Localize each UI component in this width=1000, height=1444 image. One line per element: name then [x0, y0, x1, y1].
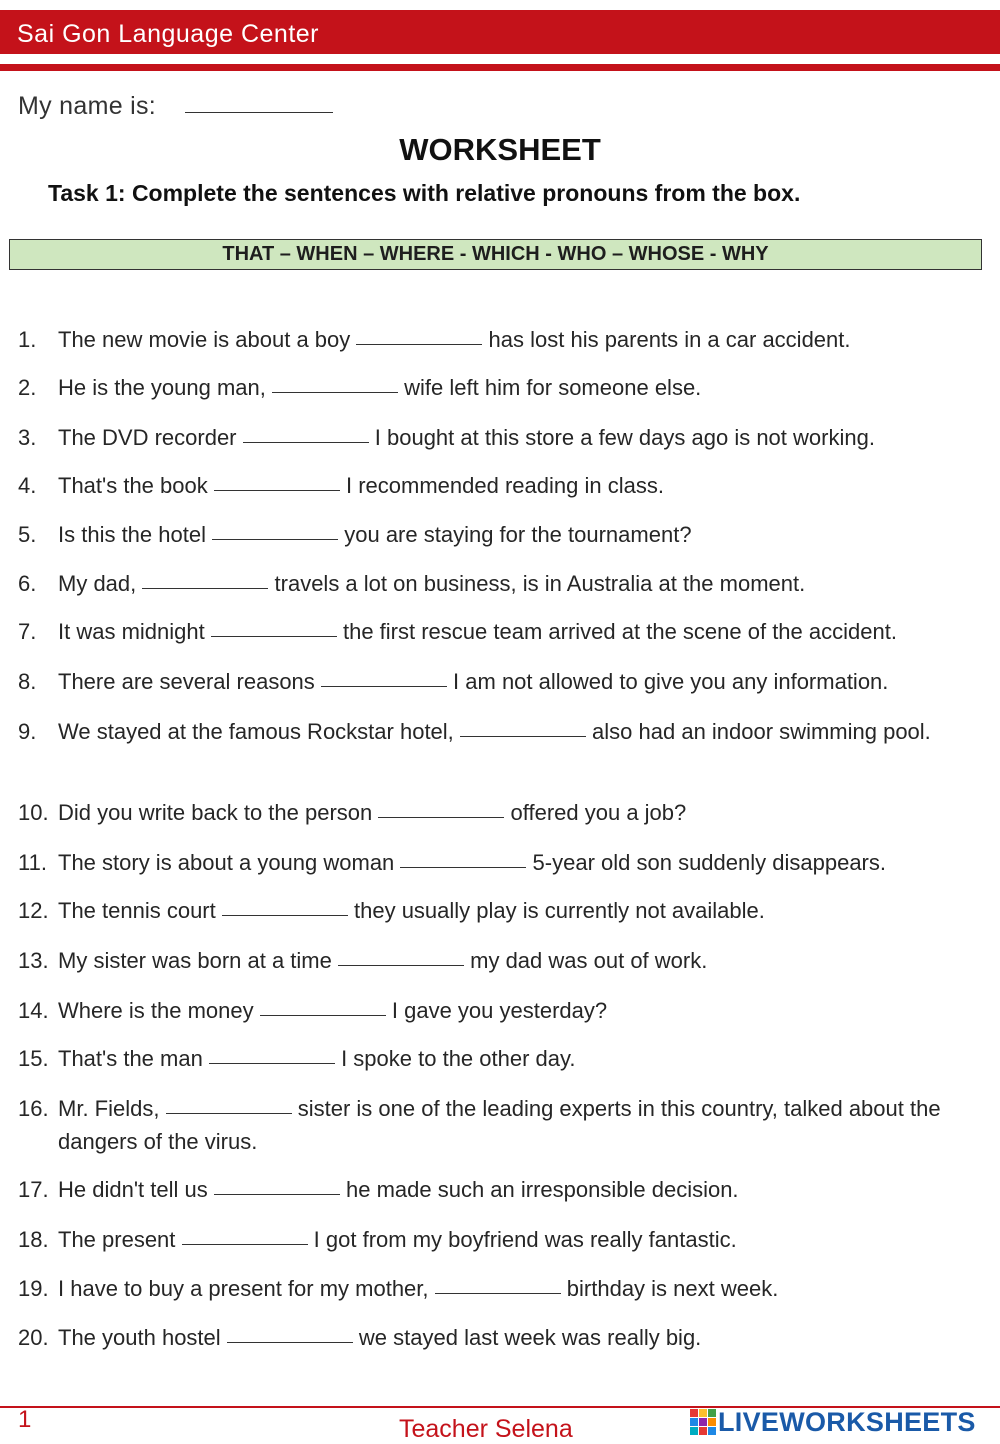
sentence-end: offered you a job? — [510, 800, 687, 825]
item-number: 10. — [18, 800, 49, 825]
item-sentence — [58, 567, 983, 600]
sentence-start: We stayed at the famous Rockstar hotel, — [58, 719, 454, 744]
item-number: 7. — [18, 619, 37, 644]
item-sentence — [58, 1042, 983, 1075]
item-number: 6. — [18, 571, 37, 596]
answer-blank[interactable] — [378, 817, 504, 818]
liveworksheets-icon — [690, 1409, 716, 1435]
sentence-end: sister is one of the leading experts in this country, talked about the dangers of the virus. — [58, 1096, 941, 1154]
item-sentence — [58, 1272, 983, 1305]
item-number: 18. — [18, 1227, 49, 1252]
sentence-end: they usually play is currently not available. — [354, 898, 765, 923]
item-sentence — [58, 894, 983, 927]
item-sentence — [58, 323, 983, 356]
sentence-end: travels a lot on business, is in Australia at the moment. — [274, 571, 806, 596]
answer-blank[interactable] — [321, 686, 447, 687]
sentence-start: Where is the money — [58, 998, 254, 1023]
sentence-start: The DVD recorder — [58, 425, 237, 450]
item-sentence — [58, 1223, 983, 1256]
sentence-end: birthday is next week. — [566, 1276, 779, 1301]
item-number: 2. — [18, 375, 37, 400]
sentence-end: my dad was out of work. — [470, 948, 708, 973]
sentence-end: wife left him for someone else. — [404, 375, 702, 400]
item-number: 16. — [18, 1096, 49, 1121]
sentence-end: I spoke to the other day. — [341, 1046, 576, 1071]
item-sentence — [58, 1321, 983, 1354]
header-rule — [0, 64, 1000, 71]
item-sentence — [58, 715, 983, 748]
item-sentence — [58, 796, 983, 829]
item-sentence — [58, 518, 983, 551]
item-number: 20. — [18, 1325, 49, 1350]
sentence-start: There are several reasons — [58, 669, 315, 694]
item-number: 3. — [18, 425, 37, 450]
sentence-end: I recommended reading in class. — [346, 473, 664, 498]
item-number: 8. — [18, 669, 37, 694]
item-sentence — [58, 994, 983, 1027]
answer-blank[interactable] — [227, 1342, 353, 1343]
word-box: THAT – WHEN – WHERE - WHICH - WHO – WHOSE - WHY — [9, 239, 982, 270]
name-input-line[interactable] — [185, 112, 333, 113]
item-number: 19. — [18, 1276, 49, 1301]
answer-blank[interactable] — [209, 1063, 335, 1064]
sentence-end: I got from my boyfriend was really fantastic. — [313, 1227, 737, 1252]
page-number: 1 — [18, 1406, 32, 1433]
sentence-end: we stayed last week was really big. — [358, 1325, 702, 1350]
sentence-start: He didn't tell us — [58, 1177, 208, 1202]
sentence-start: That's the book — [58, 473, 208, 498]
page-title: WORKSHEET — [399, 132, 601, 167]
item-number: 14. — [18, 998, 49, 1023]
answer-blank[interactable] — [166, 1113, 292, 1114]
sentence-start: The youth hostel — [58, 1325, 221, 1350]
sentence-start: Did you write back to the person — [58, 800, 373, 825]
item-sentence — [58, 469, 983, 502]
answer-blank[interactable] — [214, 1194, 340, 1195]
sentence-start: The tennis court — [58, 898, 216, 923]
item-sentence — [58, 1092, 983, 1158]
answer-blank[interactable] — [214, 490, 340, 491]
item-sentence — [58, 421, 983, 454]
item-sentence — [58, 615, 983, 648]
sentence-start: Mr. Fields, — [58, 1096, 160, 1121]
sentence-start: The new movie is about a boy — [58, 327, 351, 352]
answer-blank[interactable] — [142, 588, 268, 589]
answer-blank[interactable] — [211, 636, 337, 637]
item-sentence — [58, 1173, 983, 1206]
answer-blank[interactable] — [272, 392, 398, 393]
answer-blank[interactable] — [338, 965, 464, 966]
answer-blank[interactable] — [260, 1015, 386, 1016]
sentence-start: My sister was born at a time — [58, 948, 332, 973]
item-sentence — [58, 846, 983, 879]
item-sentence — [58, 944, 983, 977]
answer-blank[interactable] — [435, 1293, 561, 1294]
sentence-start: Is this the hotel — [58, 522, 206, 547]
item-number: 9. — [18, 719, 37, 744]
item-number: 17. — [18, 1177, 49, 1202]
item-number: 15. — [18, 1046, 49, 1071]
item-sentence — [58, 665, 983, 698]
item-number: 11. — [18, 850, 47, 875]
sentence-end: also had an indoor swimming pool. — [592, 719, 931, 744]
sentence-end: I bought at this store a few days ago is not working. — [374, 425, 875, 450]
answer-blank[interactable] — [356, 344, 482, 345]
sentence-end: you are staying for the tournament? — [344, 522, 692, 547]
sentence-start: That's the man — [58, 1046, 203, 1071]
sentence-end: has lost his parents in a car accident. — [488, 327, 851, 352]
item-number: 13. — [18, 948, 49, 973]
answer-blank[interactable] — [222, 915, 348, 916]
liveworksheets-logo[interactable] — [690, 1405, 976, 1439]
item-number: 1. — [18, 327, 37, 352]
answer-blank[interactable] — [460, 736, 586, 737]
item-sentence — [58, 371, 983, 404]
sentence-end: I gave you yesterday? — [391, 998, 608, 1023]
sentence-start: The story is about a young woman — [58, 850, 395, 875]
brand-text: LIVEWORKSHEETS — [718, 1406, 976, 1437]
sentence-end: the first rescue team arrived at the scene of the accident. — [342, 619, 897, 644]
sentence-start: It was midnight — [58, 619, 205, 644]
sentence-start: My dad, — [58, 571, 137, 596]
sentence-start: The present — [58, 1227, 176, 1252]
answer-blank[interactable] — [212, 539, 338, 540]
sentence-end: he made such an irresponsible decision. — [345, 1177, 739, 1202]
sentence-start: I have to buy a present for my mother, — [58, 1276, 429, 1301]
answer-blank[interactable] — [400, 867, 526, 868]
task-instruction: Task 1: Complete the sentences with relative pronouns from the box. — [48, 180, 801, 206]
item-number: 5. — [18, 522, 37, 547]
item-number: 12. — [18, 898, 49, 923]
answer-blank[interactable] — [243, 442, 369, 443]
sentence-end: 5-year old son suddenly disappears. — [532, 850, 886, 875]
teacher-name: Teacher Selena — [399, 1415, 573, 1443]
item-number: 4. — [18, 473, 37, 498]
name-prompt: My name is: — [18, 92, 157, 120]
sentence-start: He is the young man, — [58, 375, 266, 400]
header-title: Sai Gon Language Center — [17, 20, 319, 48]
answer-blank[interactable] — [182, 1244, 308, 1245]
sentence-end: I am not allowed to give you any information. — [453, 669, 889, 694]
